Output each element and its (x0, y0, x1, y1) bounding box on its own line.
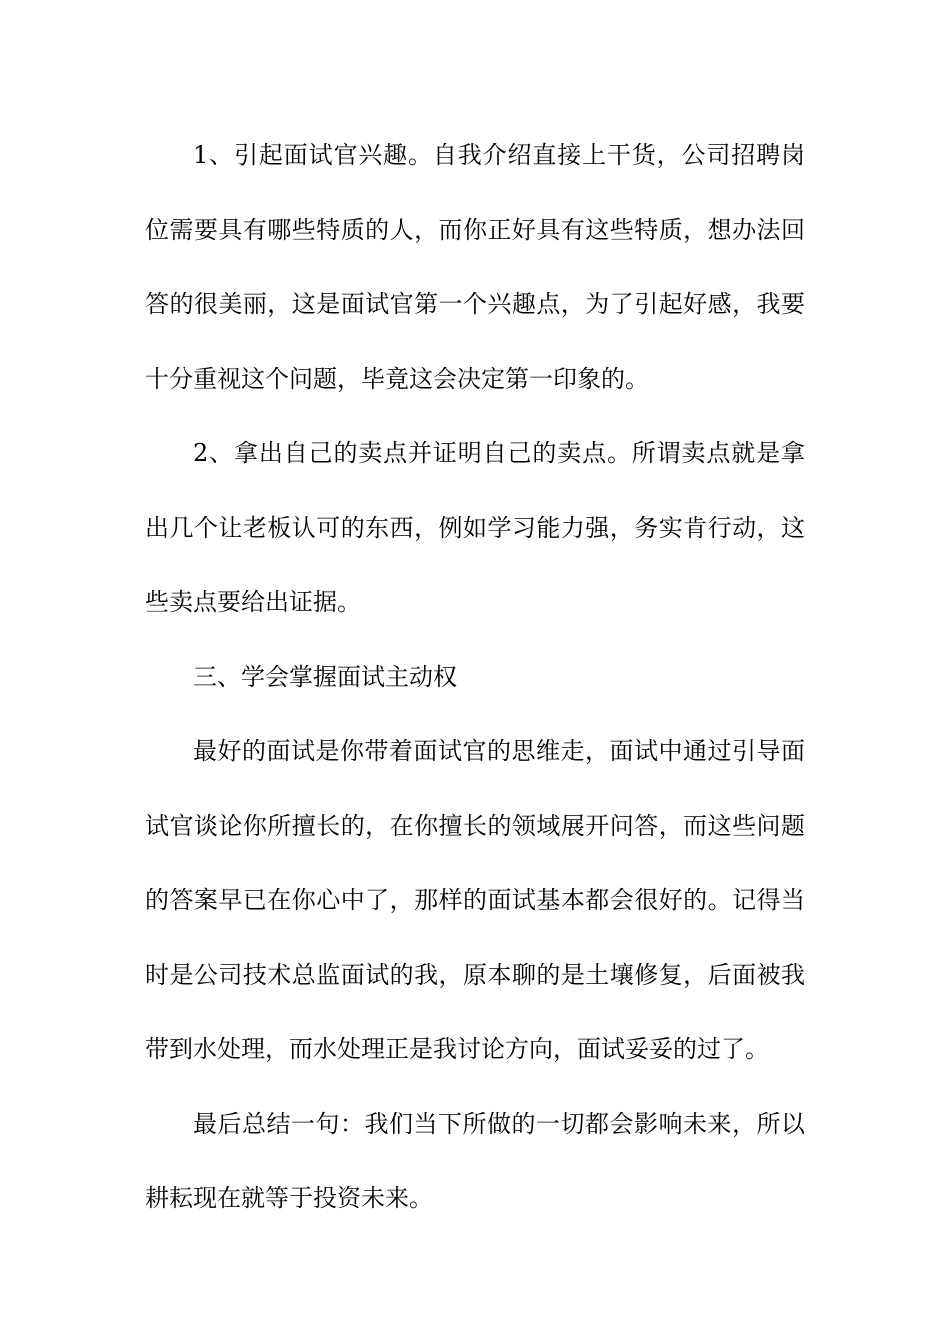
paragraph-interest: 1、引起面试官兴趣。自我介绍直接上干货，公司招聘岗位需要具有哪些特质的人，而你正好具有这些特质，想办法回答的很美丽，这是面试官第一个兴趣点，为了引起好感，我要十分重视这个问题，毕竟这会决定第一印象的。 (145, 141, 805, 393)
paragraph-initiative: 最好的面试是你带着面试官的思维走，面试中通过引导面试官谈论你所擅长的，在你擅长的领域展开问答，而这些问题的答案早已在你心中了，那样的面试基本都会很好的。记得当时是公司技术总监面试的我，原本聊的是土壤修复，后面被我带到水处理，而水处理正是我讨论方向，面试妥妥的过了。 (145, 737, 805, 1063)
paragraph-summary: 最后总结一句：我们当下所做的一切都会影响未来，所以耕耘现在就等于投资未来。 (145, 1109, 805, 1212)
document-page (145, 118, 805, 1236)
section-heading: 三、学会掌握面试主动权 (193, 662, 457, 691)
paragraph-selling-points: 2、拿出自己的卖点并证明自己的卖点。所谓卖点就是拿出几个让老板认可的东西，例如学习能力强，务实肯行动，这些卖点要给出证据。 (145, 439, 805, 616)
